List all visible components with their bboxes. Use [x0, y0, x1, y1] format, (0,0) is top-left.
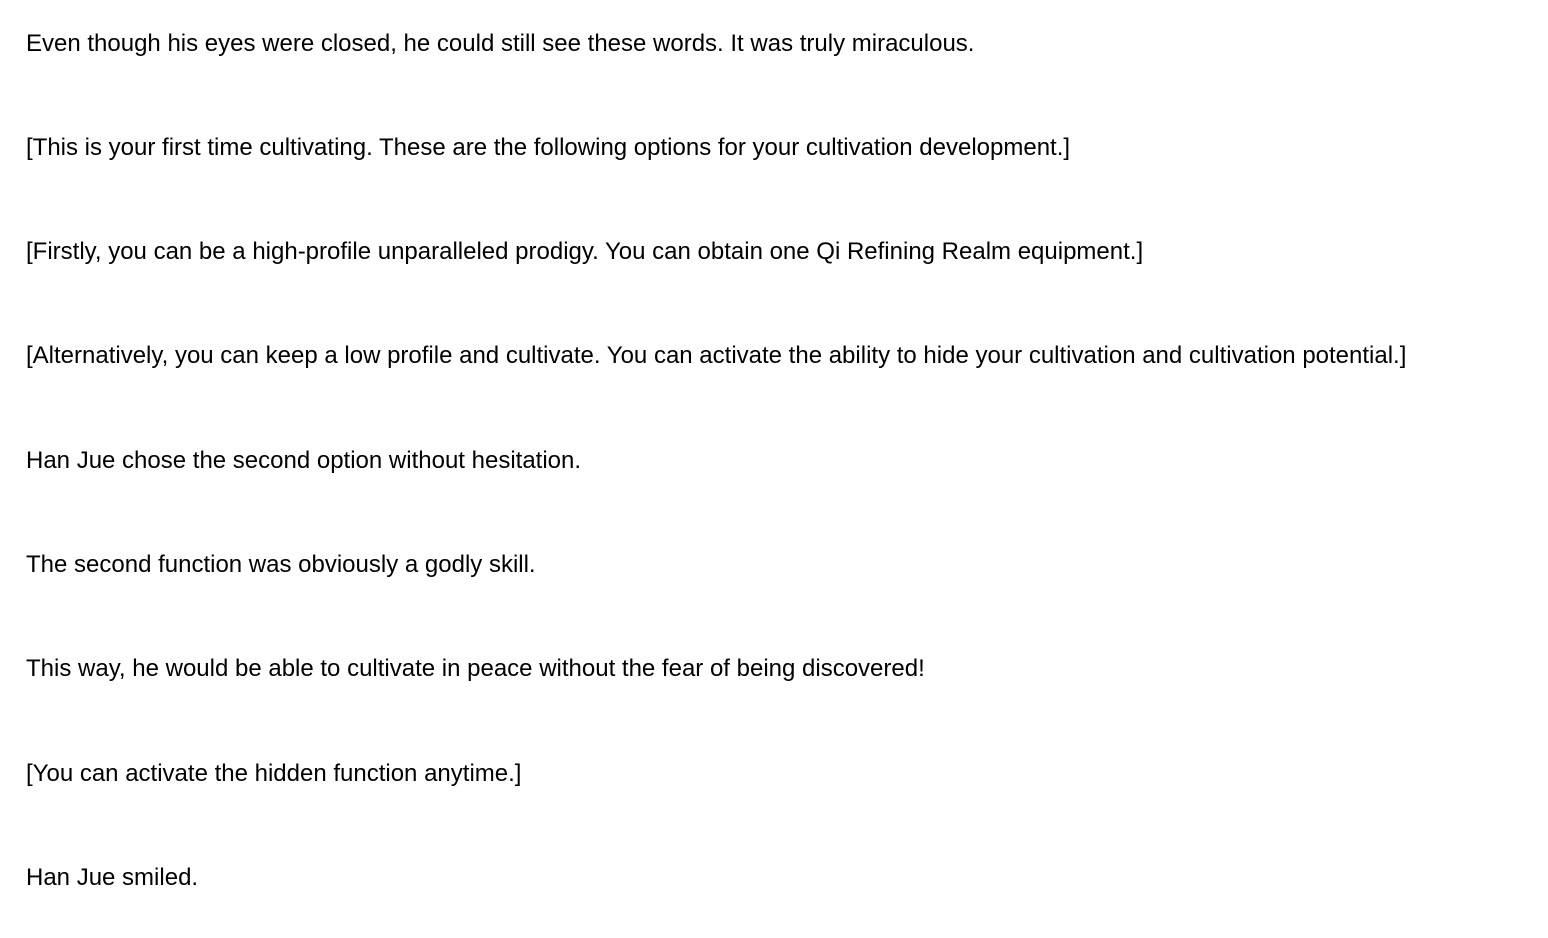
paragraph: This way, he would be able to cultivate in peace without the fear of being discovered!	[26, 655, 925, 682]
paragraph: [This is your first time cultivating. These are the following options for your cultivation development.]	[26, 134, 1071, 161]
paragraph: Han Jue chose the second option without hesitation.	[26, 447, 582, 474]
paragraph: The second function was obviously a godly skill.	[26, 551, 536, 578]
paragraph: Han Jue smiled.	[26, 864, 199, 891]
paragraph: [Alternatively, you can keep a low profile and cultivate. You can activate the ability to hide your cultivation and cultivation potential.]	[26, 342, 1407, 369]
paragraph: Even though his eyes were closed, he could still see these words. It was truly miraculous.	[26, 30, 975, 57]
paragraph: [Firstly, you can be a high-profile unparalleled prodigy. You can obtain one Qi Refining Realm equipment.]	[26, 238, 1144, 265]
paragraph: [You can activate the hidden function anytime.]	[26, 760, 522, 787]
